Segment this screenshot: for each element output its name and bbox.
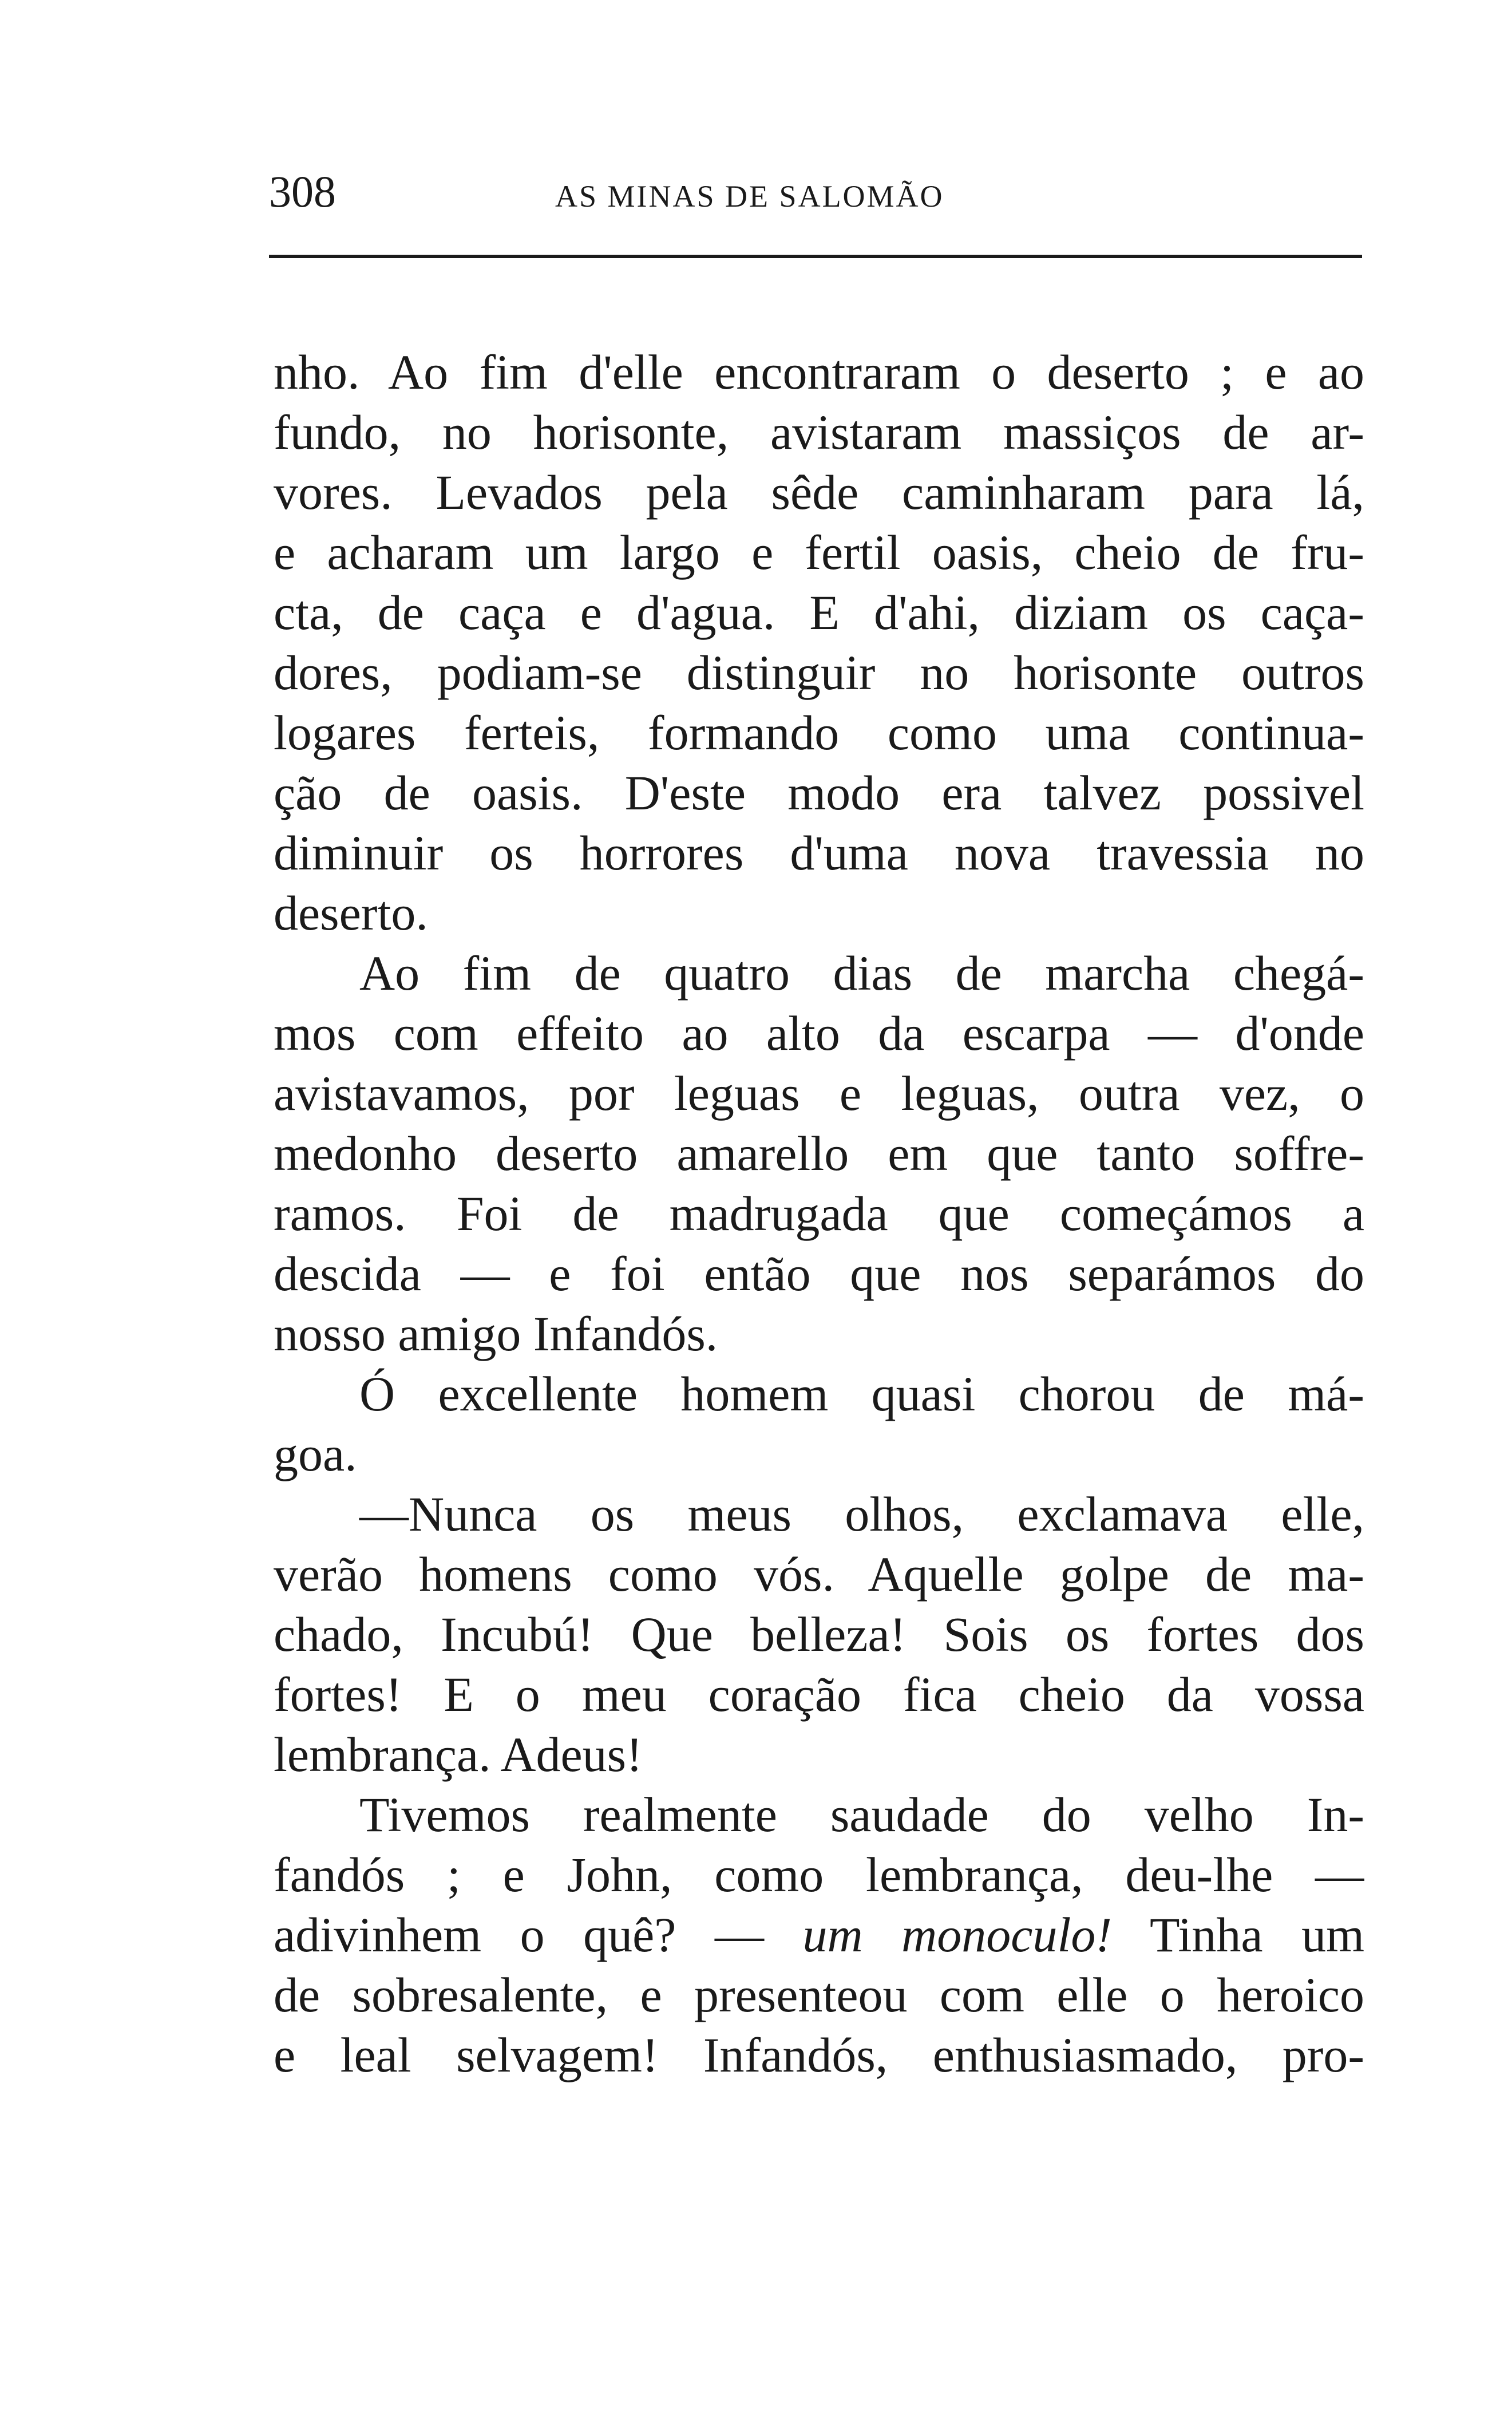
text-line: e acharam um largo e fertil oasis, cheio de fru- bbox=[274, 525, 1364, 580]
text-line: ção de oasis. D'este modo era talvez possivel bbox=[274, 765, 1364, 820]
page-number: 308 bbox=[269, 167, 336, 216]
text-line: chado, Incubú! Que belleza! Sois os fortes dos bbox=[274, 1607, 1364, 1662]
text-line: medonho deserto amarello em que tanto soffre- bbox=[274, 1126, 1364, 1181]
page-body-text bbox=[274, 342, 1364, 2085]
text-line: verão homens como vós. Aquelle golpe de ma- bbox=[274, 1547, 1364, 1602]
text-line: avistavamos, por leguas e leguas, outra vez, o bbox=[274, 1066, 1364, 1121]
text-line: fundo, no horisonte, avistaram massiços de ar- bbox=[274, 405, 1364, 460]
text-line: goa. bbox=[274, 1426, 357, 1481]
text-line: fortes! E o meu coração fica cheio da vossa bbox=[274, 1667, 1364, 1722]
text-line: —Nunca os meus olhos, exclamava elle, bbox=[359, 1487, 1364, 1541]
header-rule bbox=[269, 255, 1362, 258]
italic-text: um monoculo! bbox=[802, 1907, 1112, 1962]
text-line: ramos. Foi de madrugada que começámos a bbox=[274, 1186, 1364, 1241]
text-line: nho. Ao fim d'elle encontraram o deserto ; e ao bbox=[274, 345, 1364, 400]
text-line: Tivemos realmente saudade do velho In- bbox=[359, 1787, 1364, 1842]
text-line: mos com effeito ao alto da escarpa — d'onde bbox=[274, 1006, 1364, 1061]
text-line: fandós ; e John, como lembrança, deu-lhe — bbox=[274, 1847, 1364, 1902]
text-line: dores, podiam-se distinguir no horisonte outros bbox=[274, 645, 1364, 700]
text-line: deserto. bbox=[274, 886, 428, 940]
text-line: Ao fim de quatro dias de marcha chegá- bbox=[359, 946, 1364, 1001]
text-line: lembrança. Adeus! bbox=[274, 1727, 643, 1782]
text-line: logares ferteis, formando como uma continua- bbox=[274, 705, 1364, 760]
text-segment: adivinhem o quê? — bbox=[274, 1907, 803, 1962]
text-line: cta, de caça e d'agua. E d'ahi, diziam os caça- bbox=[274, 585, 1364, 640]
text-segment: Tinha um bbox=[1112, 1907, 1364, 1962]
running-title: AS MINAS DE SALOMÃO bbox=[555, 179, 944, 214]
text-line: Ó excellente homem quasi chorou de má- bbox=[359, 1366, 1364, 1421]
text-line: nosso amigo Infandós. bbox=[274, 1306, 718, 1361]
text-line: diminuir os horrores d'uma nova travessia no bbox=[274, 825, 1364, 880]
text-line bbox=[274, 1905, 1364, 1965]
text-line: descida — e foi então que nos separámos do bbox=[274, 1246, 1364, 1301]
text-line: de sobresalente, e presenteou com elle o heroico bbox=[274, 1967, 1364, 2022]
text-line: vores. Levados pela sêde caminharam para lá, bbox=[274, 465, 1364, 520]
text-line: e leal selvagem! Infandós, enthusiasmado, pro- bbox=[274, 2027, 1364, 2082]
